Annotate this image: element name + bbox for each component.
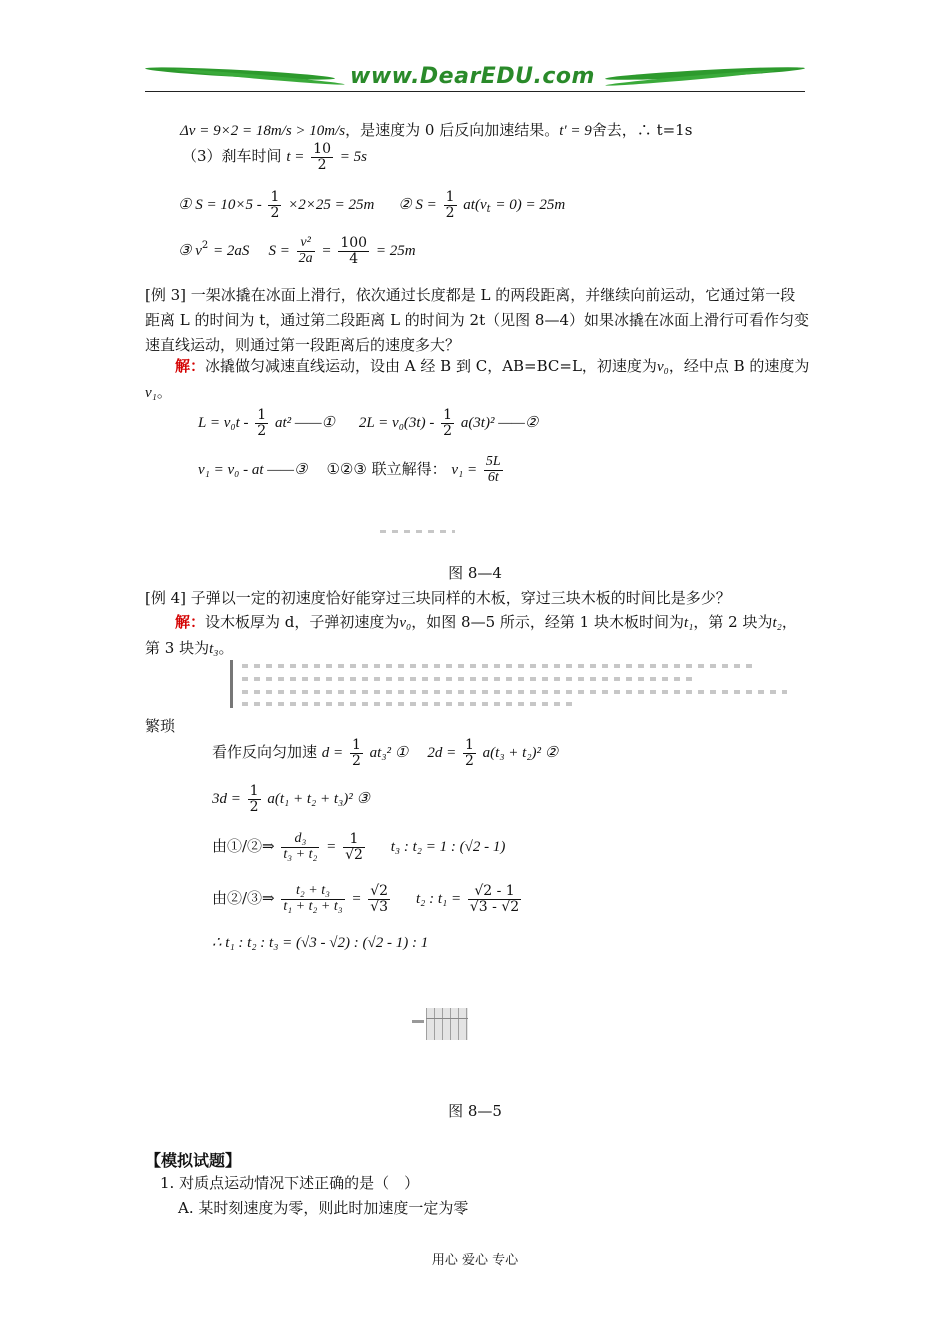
fraction: $\frac{10}{2}$ <box>313 141 331 173</box>
example-3-equation-2: v₁ = v₀ - at ——③ ①②③ 联立解得： v₁ = $\frac{5L}{6t}$ <box>198 454 501 485</box>
example-3-solution: 解：冰撬做匀减速直线运动，设由 A 经 B 到 C，AB=BC=L，初速度为v₀，经中点 B 的速度为v₁。 <box>145 357 810 401</box>
line-delta-v: Δv = 9×2 = 18m/s > 10m/s，是速度为 0 后反向加速结果。t′ = 9舍去，∴ t=1s <box>180 121 693 139</box>
example-4-equation-1: 看作反向匀加速 d = $\frac{1}{2}$ at₃² ① 2d = $\frac{1}{2}$ a(t₃ + t₂)² ② <box>212 737 559 769</box>
header-rule <box>145 91 805 92</box>
example-4-equation-2: 3d = $\frac{1}{2}$ a(t₁ + t₂ + t₃)² ③ <box>212 783 370 815</box>
right-leaf-decoration <box>605 65 805 82</box>
example-4-equation-4: 由②/③⇒ $\frac{\text{t₂ + t₃}}{\text{t₁ + t₂ + t₃}}$ = $\frac{√2}{√3}$ t₂ : t₁ = $\frac{√2 - 1}{√3 - √2}$ <box>212 883 520 915</box>
logo-text: www.DearEDU.com <box>350 64 595 89</box>
figure-8-4-caption: 图 8—4 <box>448 564 502 582</box>
figure-8-4-image <box>380 530 455 533</box>
line-braking-time: （3）刹车时间 t = $\frac{10}{2}$ = 5s <box>182 141 367 173</box>
question-1-option-a: A. 某时刻速度为零，则此时加速度一定为零 <box>178 1199 469 1217</box>
example-3-question: [例 3] 一架冰撬在冰面上滑行，依次通过长度都是 L 的两段距离，并继续向前运动，它通过第一段距离 L 的时间为 t，通过第二段距离 L 的时间为 2t（见图 8—4）如果冰撬在冰面上滑行可看作匀变速直线运动，则通过第一段距离后的速度多大？ <box>145 286 809 354</box>
example-4-question: [例 4] 子弹以一定的初速度恰好能穿过三块同样的木板，穿过三块木板的时间比是多少？ <box>145 589 731 607</box>
footer-text: 用心 爱心 专心 <box>431 1253 519 1268</box>
figure-8-5-image <box>412 1008 468 1040</box>
fanxiang-label: 繁琐 <box>145 717 176 735</box>
example-4-equation-3: 由①/②⇒ $\frac{\text{d₃}}{\text{t₃ + t₂}}$ = $\frac{1}{√2}$ t₃ : t₂ = 1 : (√2 - 1) <box>212 831 506 863</box>
line-distance-3: ③ $v^2 = 2aS$ S = $\frac{\text{v²}}{2a}$ = $\frac{100}{4}$ = 25m <box>178 235 416 267</box>
blurred-equation-image <box>230 660 790 708</box>
mock-test-heading: 【模拟试题】 <box>145 1151 242 1170</box>
figure-8-5-caption: 图 8—5 <box>448 1102 502 1120</box>
example-4-equation-5: ∴ t₁ : t₂ : t₃ = (√3 - √2) : (√2 - 1) : 1 <box>212 935 429 951</box>
line-distance-1-2: ① S = 10×5 - $\frac{1}{2}$ ×2×25 = 25m ② S = $\frac{1}{2}$ $at(v_t = 0) = 25m$ <box>178 189 566 221</box>
example-4-solution: 解：设木板厚为 d，子弹初速度为v₀，如图 8—5 所示，经第 1 块木板时间为t₁，第 2 块为t₂，第 3 块为t₃。 <box>145 613 797 657</box>
question-1: 1. 对质点运动情况下述正确的是（ ） <box>160 1174 420 1192</box>
header-banner <box>145 62 805 92</box>
example-3-equation-1: L = v₀t - $\frac{1}{2}$ at² ——① 2L = v₀(3t) - $\frac{1}{2}$ a(3t)² ——② <box>198 407 539 439</box>
